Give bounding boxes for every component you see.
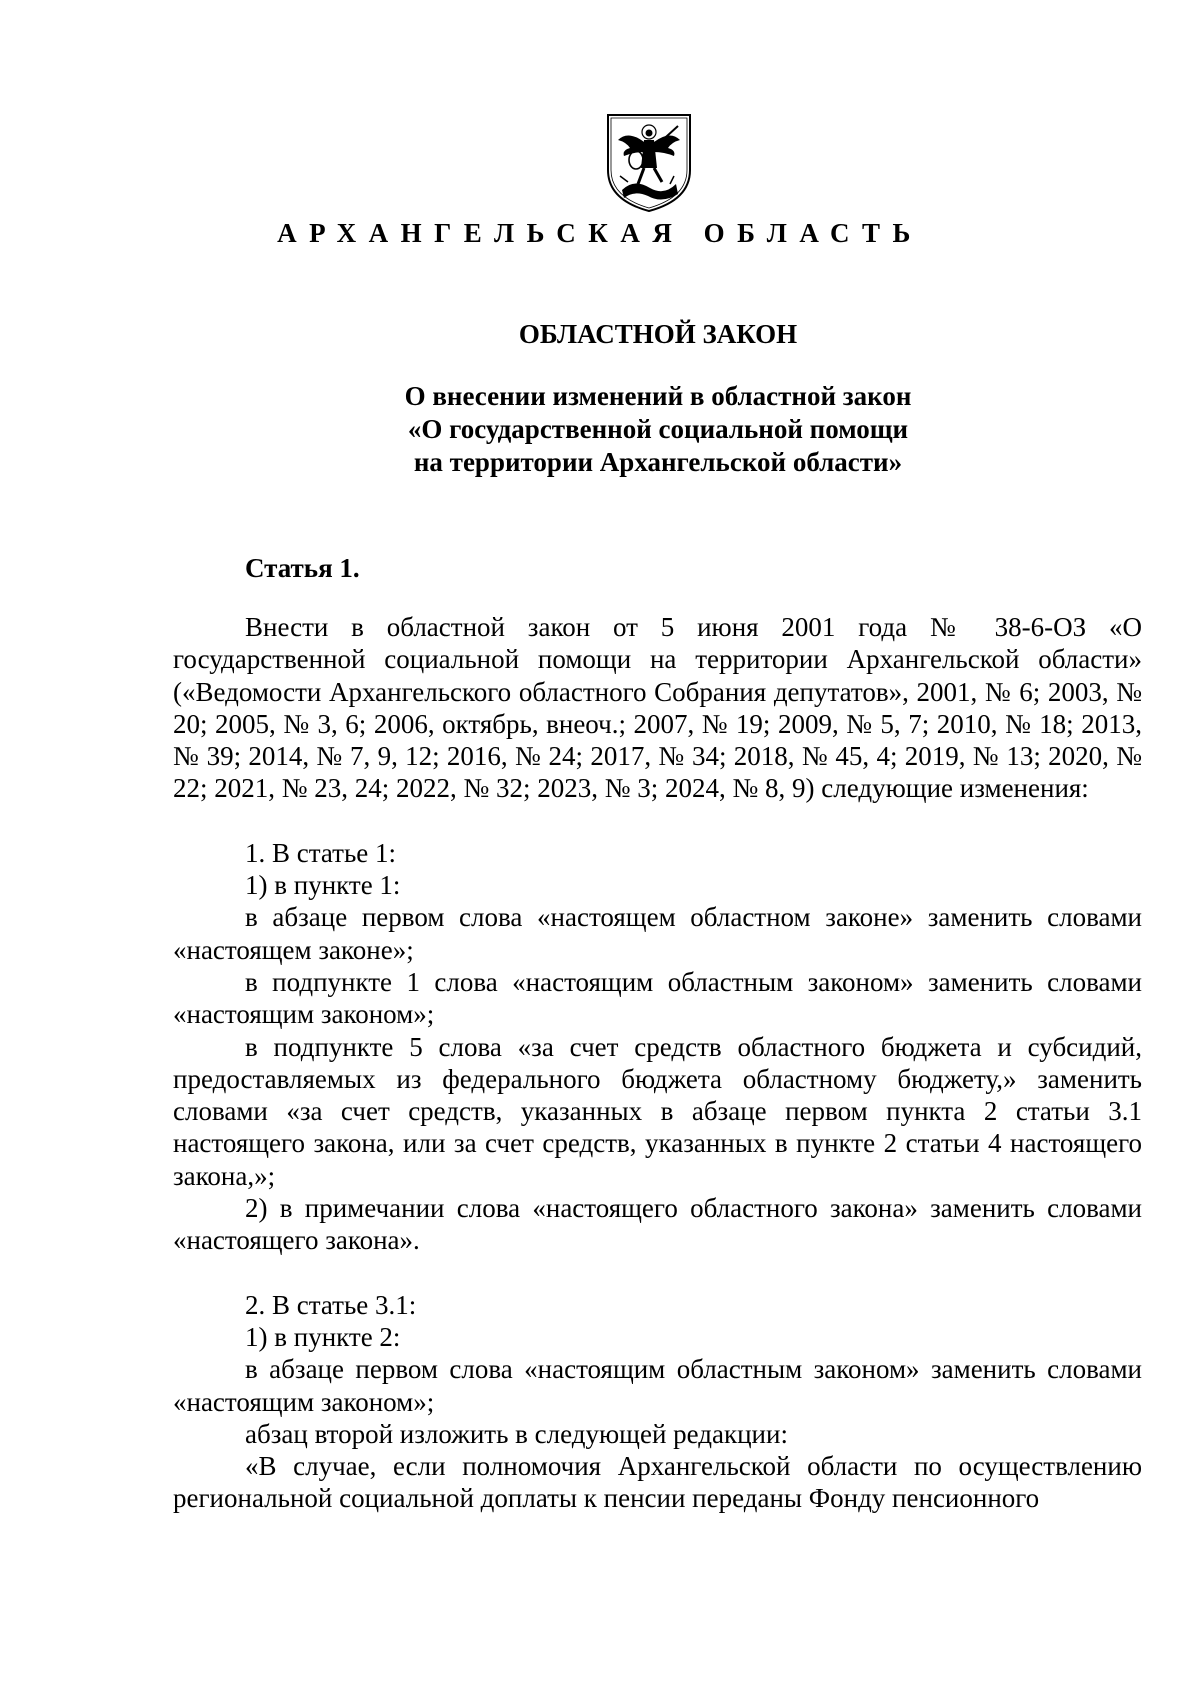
paragraph: Внести в областной закон от 5 июня 2001 года № 38-6-ОЗ «О государственной социальной помощи на территории Архангельской области» («Ведомости Архангельского областного Собрания депутатов», 2001, № 6; 2003, № 20; 2005, № 3, 6; 2006, октябрь, внеоч.; 2007, № 19; 2009, № 5, 7; 2010, № 18; 2013, № 39; 2014, № 7, 9, 12; 2016, № 24; 2017, № 34; 2018, № 45, 4; 2019, № 13; 2020, № 22; 2021, № 23, 24; 2022, № 32; 2023, № 3; 2024, № 8, 9) следующие изменения: (173, 612, 1142, 804)
coat-of-arms-emblem (604, 112, 694, 214)
paragraph: в абзаце первом слова «настоящим областным законом» заменить словами «настоящим законом»; (173, 1354, 1142, 1417)
paragraph: 1) в пункте 1: (245, 870, 401, 901)
article-body (173, 611, 1142, 1515)
paragraph: в подпункте 5 слова «за счет средств областного бюджета и субсидий, предоставляемых из федерального бюджета областному бюджету,» заменить словами «за счет средств, указанных в абзаце первом пункта 2 статьи 3.1 настоящего закона, или за счет средств, указанных в пункте 2 статьи 4 настоящего закона,»; (173, 1031, 1142, 1191)
title-line: на территории Архангельской области» (413, 447, 903, 477)
article-heading: Статья 1. (245, 553, 360, 583)
paragraph: 2. В статье 3.1: (245, 1289, 417, 1320)
paragraph: абзац второй изложить в следующей редакции: (245, 1418, 788, 1449)
paragraph: в подпункте 1 слова «настоящим областным законом» заменить словами «настоящим законом»; (173, 966, 1142, 1030)
document-type: ОБЛАСТНОЙ ЗАКОН (518, 319, 798, 349)
document-title (0, 380, 1200, 479)
paragraph: 1) в пункте 2: (245, 1321, 401, 1352)
title-line: «О государственной социальной помощи (407, 414, 909, 444)
paragraph: в абзаце первом слова «настоящем областном законе» заменить словами «настоящем законе»; (173, 902, 1142, 965)
region-name: АРХАНГЕЛЬСКАЯ ОБЛАСТЬ (277, 218, 923, 248)
paragraph: 2) в примечании слова «настоящего областного закона» заменить словами «настоящего закона». (173, 1193, 1142, 1256)
paragraph: 1. В статье 1: (245, 837, 397, 868)
paragraph: «В случае, если полномочия Архангельской области по осуществлению региональной социальной доплаты к пенсии переданы Фонду пенсионного (173, 1451, 1142, 1514)
title-line: О внесении изменений в областной закон (404, 381, 912, 411)
